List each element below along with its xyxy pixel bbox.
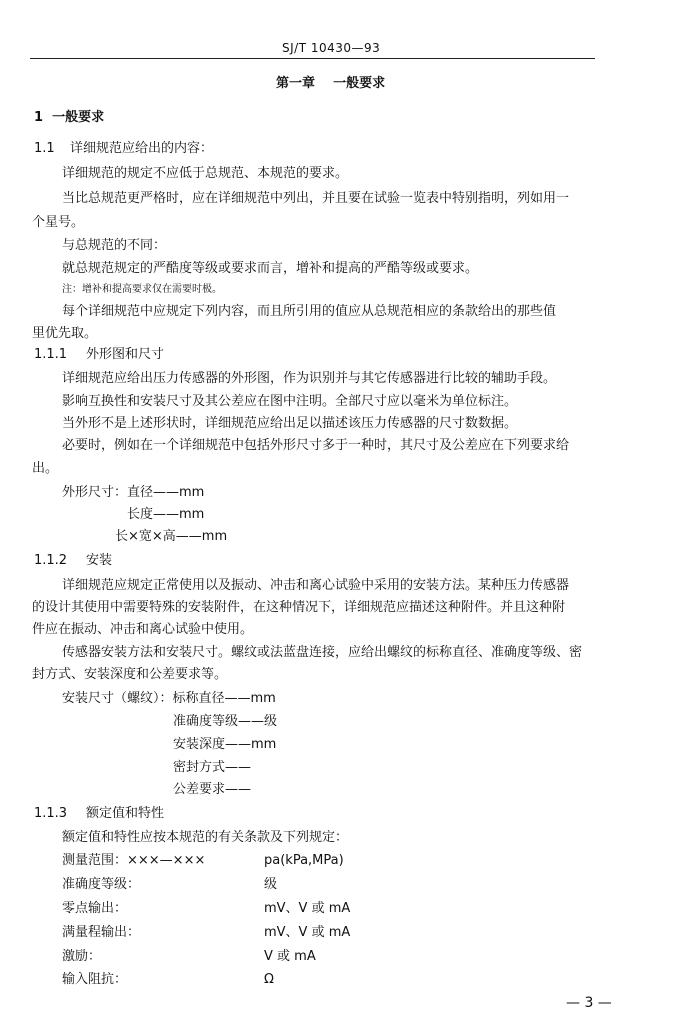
paragraph-line: 与总规范的不同：: [62, 238, 167, 253]
page-number: — 3 —: [566, 995, 612, 1011]
spec-label: 零点输出：: [62, 901, 128, 916]
spec-value: V 或 mA: [264, 949, 316, 964]
note-line: 注：增补和提高要求仅在需要时极。: [62, 284, 222, 295]
clause-title: 详细规范应给出的内容：: [70, 141, 214, 156]
document-code: SJ/T 10430—93: [282, 41, 381, 55]
spec-label: 测量范围：×××—×××: [62, 853, 206, 868]
clause-number: 1.1: [34, 141, 55, 156]
paragraph-line: 详细规范应给出压力传感器的外形图，作为识别并与其它传感器进行比较的辅助手段。: [62, 371, 557, 386]
paragraph-line: 传感器安装方法和安装尺寸。螺纹或法蓝盘连接，应给出螺纹的标称直径、准确度等级、密: [62, 645, 583, 660]
chapter-title: 第一章 一般要求: [276, 76, 386, 91]
paragraph-line: 影响互换性和安装尺寸及其公差应在图中注明。全部尺寸应以毫米为单位标注。: [62, 394, 518, 409]
paragraph-line: 就总规范规定的严酷度等级或要求而言，增补和提高的严酷等级或要求。: [62, 261, 479, 276]
spec-value: mV、V 或 mA: [264, 925, 351, 940]
section-heading: 1 一般要求: [34, 110, 105, 125]
clause-number: 1.1.1: [34, 347, 68, 362]
paragraph-line: 个星号。: [32, 215, 85, 230]
paragraph-line: 的设计其使用中需要特殊的安装附件，在这种情况下，详细规范应描述这种附件。并且这种附: [32, 600, 566, 615]
paragraph-line: 件应在振动、冲击和离心试验中使用。: [32, 622, 254, 637]
dimension-line: 准确度等级——级: [173, 714, 278, 729]
spec-value: Ω: [264, 972, 274, 987]
clause-number: 1.1.3: [34, 806, 68, 821]
paragraph-line: 额定值和特性应按本规范的有关条款及下列规定：: [62, 830, 349, 845]
dimension-line: 长度——mm: [127, 507, 205, 522]
spec-label: 满量程输出：: [62, 925, 141, 940]
clause-title: 安装: [86, 553, 113, 568]
dimension-line: 安装深度——mm: [173, 737, 277, 752]
paragraph-line: 详细规范的规定不应低于总规范、本规范的要求。: [62, 166, 349, 181]
spec-value: pa(kPa,MPa): [264, 853, 344, 868]
dimension-line: 长×宽×高——mm: [115, 529, 228, 544]
spec-label: 输入阻抗：: [62, 972, 128, 987]
paragraph-line: 当外形不是上述形状时，详细规范应给出足以描述该压力传感器的尺寸数数据。: [62, 416, 518, 431]
dimension-line: 公差要求——: [173, 782, 252, 797]
clause-title: 外形图和尺寸: [86, 347, 165, 362]
paragraph-line: 每个详细规范中应规定下列内容，而且所引用的值应从总规范相应的条款给出的那些值: [62, 304, 557, 319]
paragraph-line: 详细规范应规定正常使用以及振动、冲击和离心试验中采用的安装方法。某种压力传感器: [62, 578, 570, 593]
spec-value: mV、V 或 mA: [264, 901, 351, 916]
spec-label: 激励：: [62, 949, 102, 964]
paragraph-line: 当比总规范更严格时，应在详细规范中列出，并且要在试验一览表中特别指明，列如用一: [62, 191, 570, 206]
paragraph-line: 里优先取。: [32, 326, 98, 341]
clause-title: 额定值和特性: [86, 806, 165, 821]
spec-value: 级: [264, 877, 278, 892]
dimension-line: 外形尺寸：直径——mm: [62, 485, 205, 500]
paragraph-line: 封方式、安装深度和公差要求等。: [32, 667, 228, 682]
dimension-line: 安装尺寸（螺纹）：标称直径——mm: [62, 691, 276, 706]
paragraph-line: 出。: [32, 461, 59, 476]
clause-number: 1.1.2: [34, 553, 68, 568]
header-rule: [30, 58, 595, 59]
dimension-line: 密封方式——: [173, 760, 252, 775]
paragraph-line: 必要时，例如在一个详细规范中包括外形尺寸多于一种时，其尺寸及公差应在下列要求给: [62, 438, 570, 453]
spec-label: 准确度等级：: [62, 877, 141, 892]
